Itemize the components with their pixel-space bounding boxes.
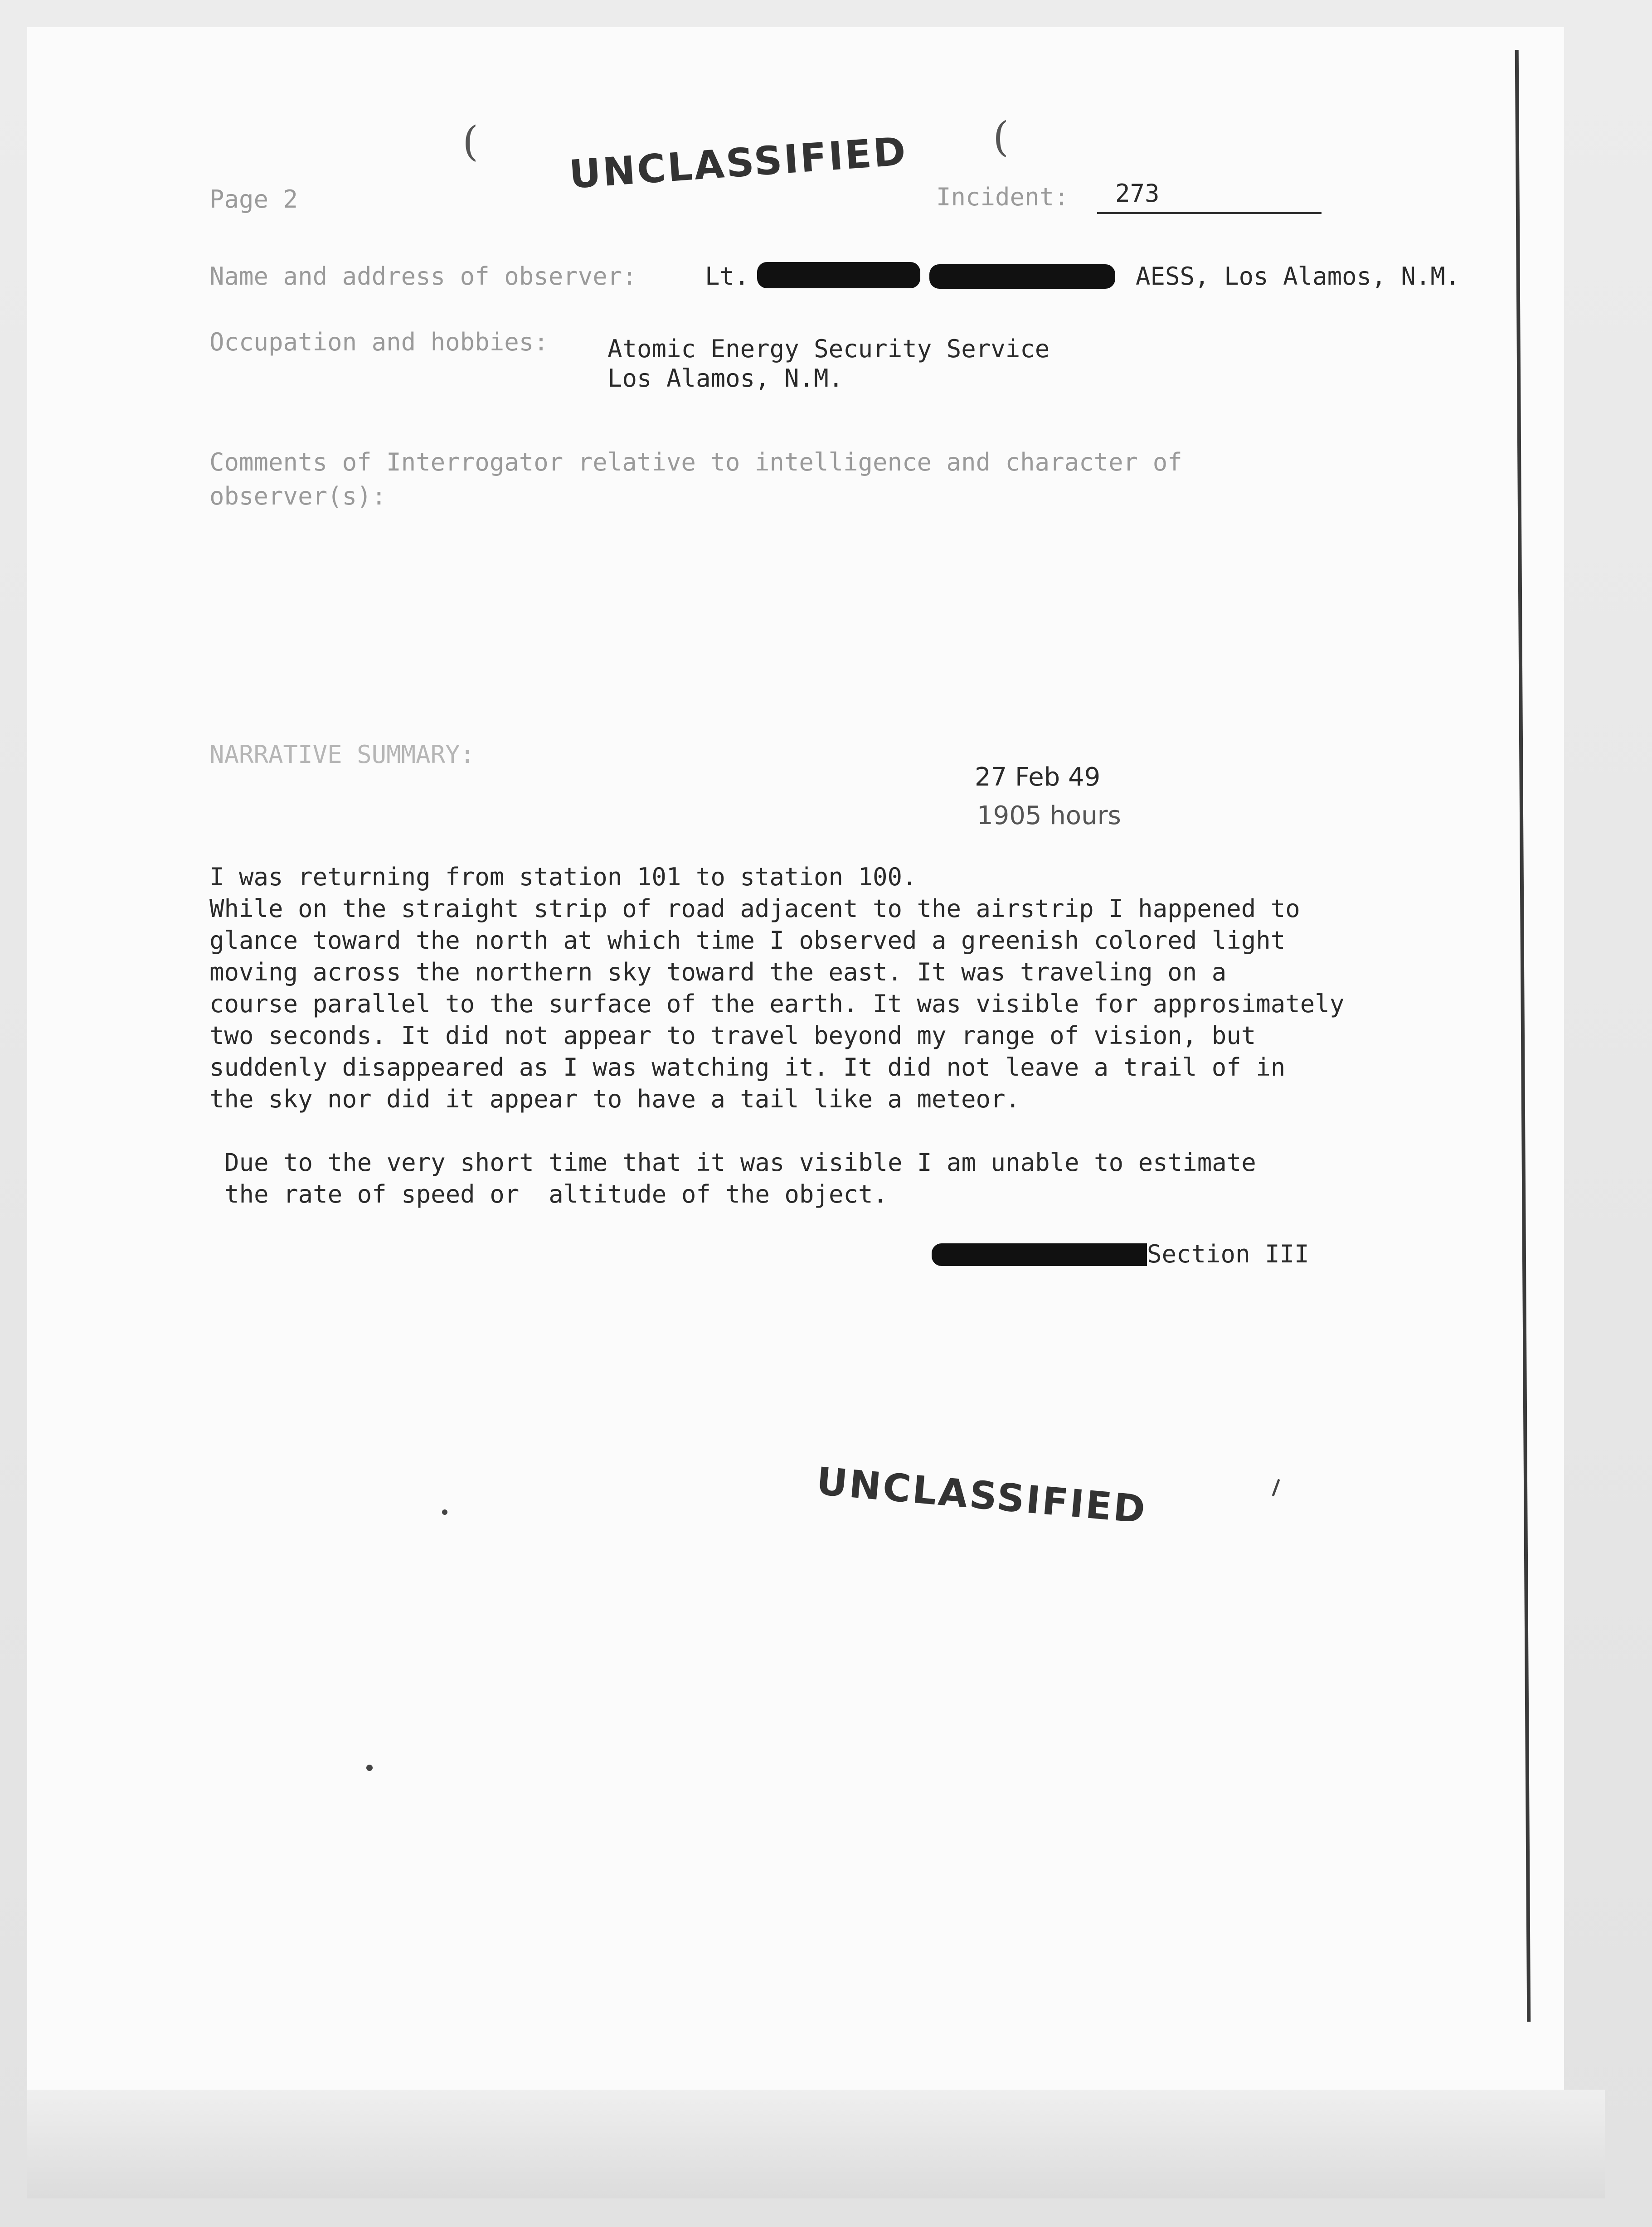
comments-label-line-1: Comments of Interrogator relative to intelligence and character of (209, 448, 1182, 476)
narrative-line-1: I was returning from station 101 to station 100. (209, 863, 917, 891)
narrative-line-3: glance toward the north at which time I observed a greenish colored light (209, 926, 1286, 955)
punch-mark-right: ( (993, 113, 1009, 161)
narrative-summary-label: NARRATIVE SUMMARY: (209, 740, 475, 769)
page-label: Page 2 (209, 185, 298, 213)
occupation-line-1: Atomic Energy Security Service (607, 335, 1050, 363)
incident-underline (1097, 212, 1322, 214)
redaction-bar-name-1 (757, 262, 920, 288)
scan-speck (366, 1765, 373, 1771)
signature-section: Section III (1147, 1238, 1309, 1270)
punch-mark-left: ( (462, 118, 479, 165)
observer-prefix: Lt. (705, 262, 749, 291)
scan-bottom-strip (27, 2090, 1605, 2198)
classification-stamp-bottom: UNCLASSIFIED (815, 1459, 1149, 1532)
narrative-line-5: course parallel to the surface of the earth. It was visible for approsimately (209, 990, 1345, 1018)
narrative-line-4: moving across the northern sky toward the east. It was traveling on a (209, 958, 1227, 986)
report-time: 1905 hours (977, 801, 1121, 830)
closing-line-2: the rate of speed or altitude of the object. (224, 1180, 888, 1208)
narrative-line-7: suddenly disappeared as I was watching it. It did not leave a trail of in (209, 1053, 1286, 1082)
narrative-line-6: two seconds. It did not appear to travel beyond my range of vision, but (209, 1021, 1256, 1050)
observer-label: Name and address of observer: (209, 262, 637, 291)
comments-label-line-2: observer(s): (209, 482, 387, 510)
redaction-bar-name-2 (929, 264, 1115, 289)
incident-number: 273 (1115, 179, 1160, 208)
occupation-line-2: Los Alamos, N.M. (607, 364, 844, 393)
narrative-line-2: While on the straight strip of road adjacent to the airstrip I happened to (209, 894, 1300, 923)
report-date: 27 Feb 49 (975, 762, 1101, 792)
closing-line-1: Due to the very short time that it was visible I am unable to estimate (224, 1148, 1256, 1177)
redaction-bar-signature (932, 1243, 1176, 1266)
classification-stamp-top: UNCLASSIFIED (568, 129, 909, 198)
narrative-line-8: the sky nor did it appear to have a tail like a meteor. (209, 1085, 1020, 1113)
occupation-label: Occupation and hobbies: (209, 328, 549, 356)
incident-label: Incident: (936, 183, 1069, 211)
observer-suffix: AESS, Los Alamos, N.M. (1136, 262, 1460, 291)
scan-speck (442, 1509, 447, 1515)
